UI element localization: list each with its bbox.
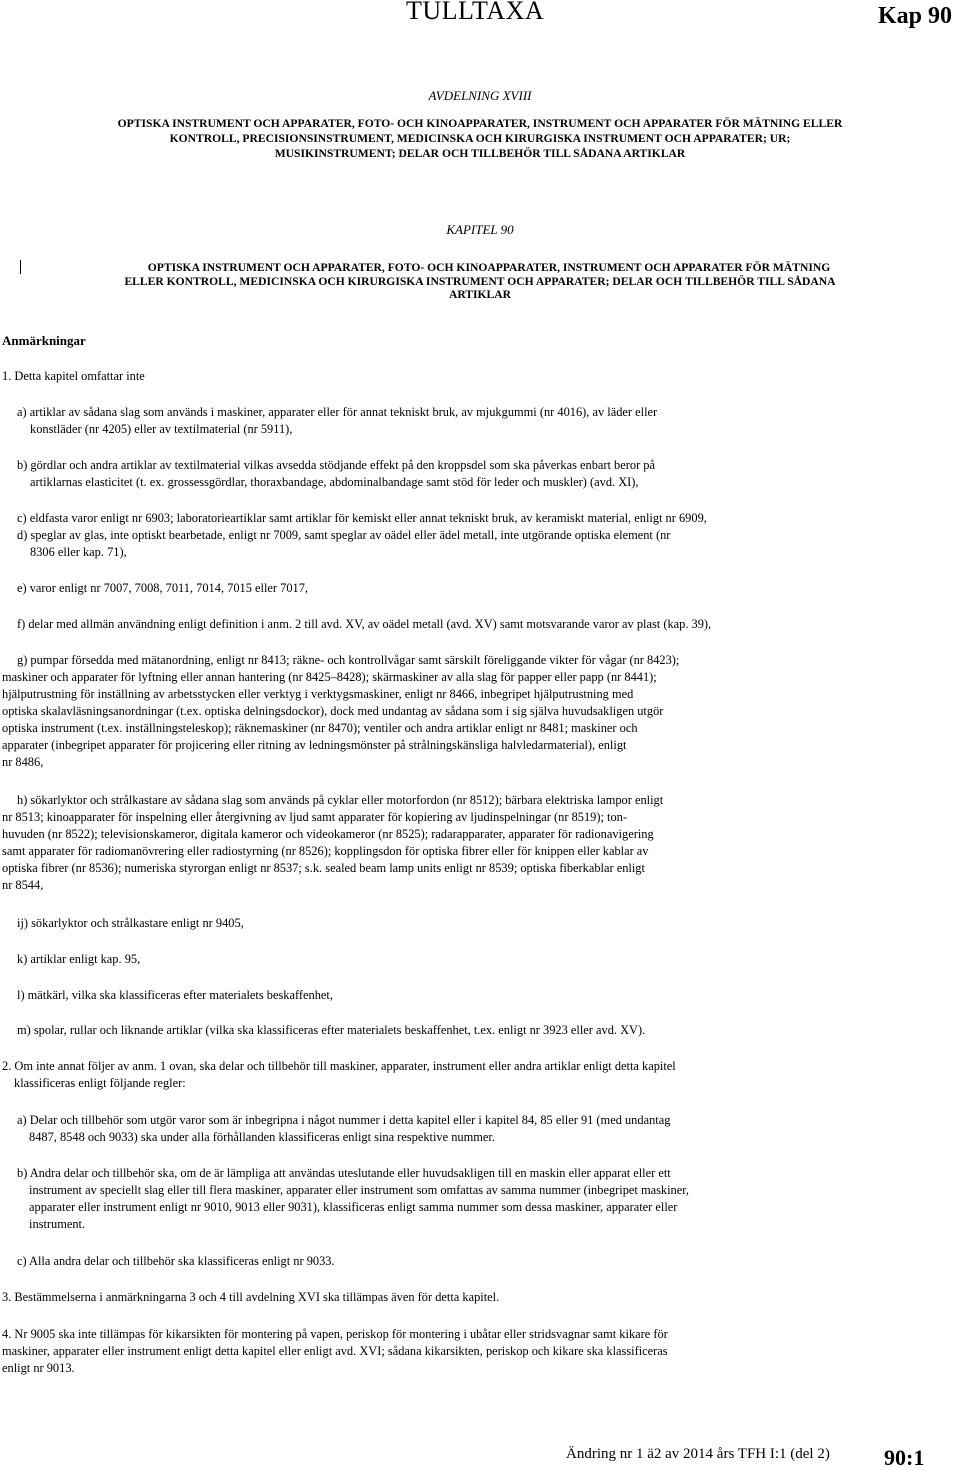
note-1g-line: maskiner och apparater för lyftning eller annan hantering (nr 8425–8428); skärmaskiner av alla slag för papper eller papp (nr 8441); <box>2 670 657 684</box>
note-4: 4. Nr 9005 ska inte tillämpas för kikarsikten för montering på vapen, periskop för montering i ubåtar eller stridsvagnar samt kikare för <box>2 1327 668 1341</box>
note-1a: a) artiklar av sådana slag som används i maskiner, apparater eller för annat tekniskt bruk, av mjukgummi (nr 4016), av läder eller <box>17 405 658 419</box>
note-1g: g) pumpar försedda med mätanordning, enligt nr 8413; räkne- och kontrollvågar samt särskilt föreliggande vikter för vågar (nr 8423); <box>17 653 680 667</box>
note-2a-cont: 8487, 8548 och 9033) ska under alla förhållanden klassificeras enligt sina respektive nummer. <box>29 1130 495 1144</box>
note-4-line: enligt nr 9013. <box>2 1361 75 1375</box>
note-1g-line: optiska instrument (t.ex. inställningsteleskop); räknemaskiner (nr 8470); ventiler och andra artiklar enligt nr 8481; maskiner och <box>2 721 638 735</box>
chapter-title-line: ARTIKLAR <box>448 288 512 301</box>
note-1g-line: apparater (inbegripet apparater för projicering eller ritning av ledningsmönster på strålningskänsliga halvledarmaterial), enligt <box>2 738 627 752</box>
note-1l: l) mätkärl, vilka ska klassificeras efter materialets beskaffenhet, <box>17 988 333 1002</box>
note-2b: b) Andra delar och tillbehör ska, om de är lämpliga att användas uteslutande eller huvudsakligen till en maskin eller apparat eller ett <box>17 1166 671 1180</box>
section-label: AVDELNING XVIII <box>428 88 532 103</box>
note-1c: c) eldfasta varor enligt nr 6903; laboratorieartiklar samt artiklar för kemiskt eller annat tekniskt bruk, av keramiskt material, enligt nr 6909, <box>17 511 707 525</box>
note-1g-line: nr 8486, <box>2 755 44 769</box>
page-number: 90:1 <box>884 1445 925 1470</box>
note-2b-line: instrument av speciellt slag eller till flera maskiner, apparater eller instrument som omfattas av samma nummer (inbegripet maskiner, <box>29 1183 689 1197</box>
note-2b-line: instrument. <box>29 1217 86 1231</box>
note-1b-cont: artiklarnas elasticitet (t. ex. grossessgördlar, thoraxbandage, abdominalbandage samt stöd för leder och muskler) (avd. XI), <box>30 475 639 489</box>
note-1-intro: 1. Detta kapitel omfattar inte <box>2 369 145 383</box>
note-1h-line: huvuden (nr 8522); televisionskameror, digitala kameror och videokameror (nr 8525); radarapparater, apparater för radionavigering <box>2 827 654 841</box>
note-1b: b) gördlar och andra artiklar av textilmaterial vilkas avsedda stödjande effekt på den kroppsdel som ska påverkas enbart beror på <box>17 458 655 472</box>
note-2b-line: apparater eller instrument enligt nr 9010, 9013 eller 9031), klassificeras enligt samma nummer som dessa maskiner, apparater eller <box>29 1200 678 1214</box>
chapter-title-line: OPTISKA INSTRUMENT OCH APPARATER, FOTO- OCH KINOAPPARATER, INSTRUMENT OCH APPARATER FÖR MÄTNING <box>147 261 831 274</box>
section-title-line: KONTROLL, PRECISIONSINSTRUMENT, MEDICINSKA OCH KIRURGISKA INSTRUMENT OCH APPARATER; UR; <box>169 132 791 145</box>
notes-heading: Anmärkningar <box>2 333 86 348</box>
note-2: 2. Om inte annat följer av anm. 1 ovan, ska delar och tillbehör till maskiner, apparater, instrument eller andra artiklar enligt detta kapitel <box>2 1059 676 1073</box>
note-4-line: maskiner, apparater eller instrument enligt detta kapitel eller enligt avd. XVI; sådana kikarsikten, periskop och kikare ska klassificeras <box>2 1344 668 1358</box>
note-1h-line: samt apparater för radiomanövrering eller radiostyrning (nr 8526); kopplingsdon för optiska fibrer eller för knippen eller kablar av <box>2 844 649 858</box>
note-1f: f) delar med allmän användning enligt definition i anm. 2 till avd. XV, av oädel metall (avd. XV) samt motsvarande varor av plast (kap. 39), <box>17 617 712 631</box>
note-1h: h) sökarlyktor och strålkastare av sådana slag som används på cyklar eller motorfordon (nr 8512); bärbara elektriska lampor enligt <box>17 793 664 807</box>
chapter-label: KAPITEL 90 <box>446 222 514 237</box>
note-2c: c) Alla andra delar och tillbehör ska klassificeras enligt nr 9033. <box>17 1254 335 1268</box>
note-1h-line: nr 8513; kinoapparater för inspelning eller återgivning av ljud samt apparater för kopiering av ljudinspelningar (nr 8519); ton- <box>2 810 627 824</box>
note-1d: d) speglar av glas, inte optiskt bearbetade, enligt nr 7009, samt speglar av oädel eller ädel metall, inte utgörande optiska element (nr <box>17 528 671 542</box>
note-1g-line: hjälputrustning för inställning av arbetsstycken eller verktyg i verktygsmaskiner, enligt nr 8466, inbegripet hjälputrustning med <box>2 687 634 701</box>
chapter-title-line: ELLER KONTROLL, MEDICINSKA OCH KIRURGISKA INSTRUMENT OCH APPARATER; DELAR OCH TILLBEHÖR TILL SÅDANA <box>124 274 836 288</box>
section-title <box>0 116 960 161</box>
note-2-cont: klassificeras enligt följande regler: <box>14 1076 186 1090</box>
section-title-line: OPTISKA INSTRUMENT OCH APPARATER, FOTO- OCH KINOAPPARATER, INSTRUMENT OCH APPARATER FÖR MÄTNING ELLER <box>117 117 843 130</box>
section-title-line: MUSIKINSTRUMENT; DELAR OCH TILLBEHÖR TILL SÅDANA ARTIKLAR <box>274 147 686 160</box>
note-1k: k) artiklar enligt kap. 95, <box>17 952 141 966</box>
note-3: 3. Bestämmelserna i anmärkningarna 3 och 4 till avdelning XVI ska tillämpas även för detta kapitel. <box>2 1290 500 1304</box>
chapter-title <box>0 261 960 302</box>
note-1h-line: optiska fibrer (nr 8536); numeriska styrorgan enligt nr 8537; s.k. sealed beam lamp units enligt nr 8539; optiska fiberkablar enligt <box>2 861 645 875</box>
note-1g-line: optiska skalavläsningsanordningar (t.ex. optiska delningsdockor), dock med undantag av sådana som i sig själva huvudsakligen utgör <box>2 704 664 718</box>
note-1ij: ij) sökarlyktor och strålkastare enligt nr 9405, <box>17 916 244 930</box>
note-1h-line: nr 8544, <box>2 878 44 892</box>
note-1e: e) varor enligt nr 7007, 7008, 7011, 7014, 7015 eller 7017, <box>17 581 309 595</box>
chapter-badge: Kap 90 <box>878 3 953 29</box>
note-1m: m) spolar, rullar och liknande artiklar (vilka ska klassificeras efter materialets beskaffenhet, t.ex. enligt nr 3923 eller avd. XV). <box>17 1023 646 1037</box>
note-1a-cont: konstläder (nr 4205) eller av textilmaterial (nr 5911), <box>30 422 293 436</box>
note-2a: a) Delar och tillbehör som utgör varor som är inbegripna i något nummer i detta kapitel eller i kapitel 84, 85 eller 91 (med undantag <box>17 1113 671 1127</box>
document-title: TULLTAXA <box>406 0 545 25</box>
footer-amendment: Ändring nr 1 ä2 av 2014 års TFH I:1 (del 2) <box>566 1446 830 1462</box>
note-1d-cont: 8306 eller kap. 71), <box>30 545 127 559</box>
